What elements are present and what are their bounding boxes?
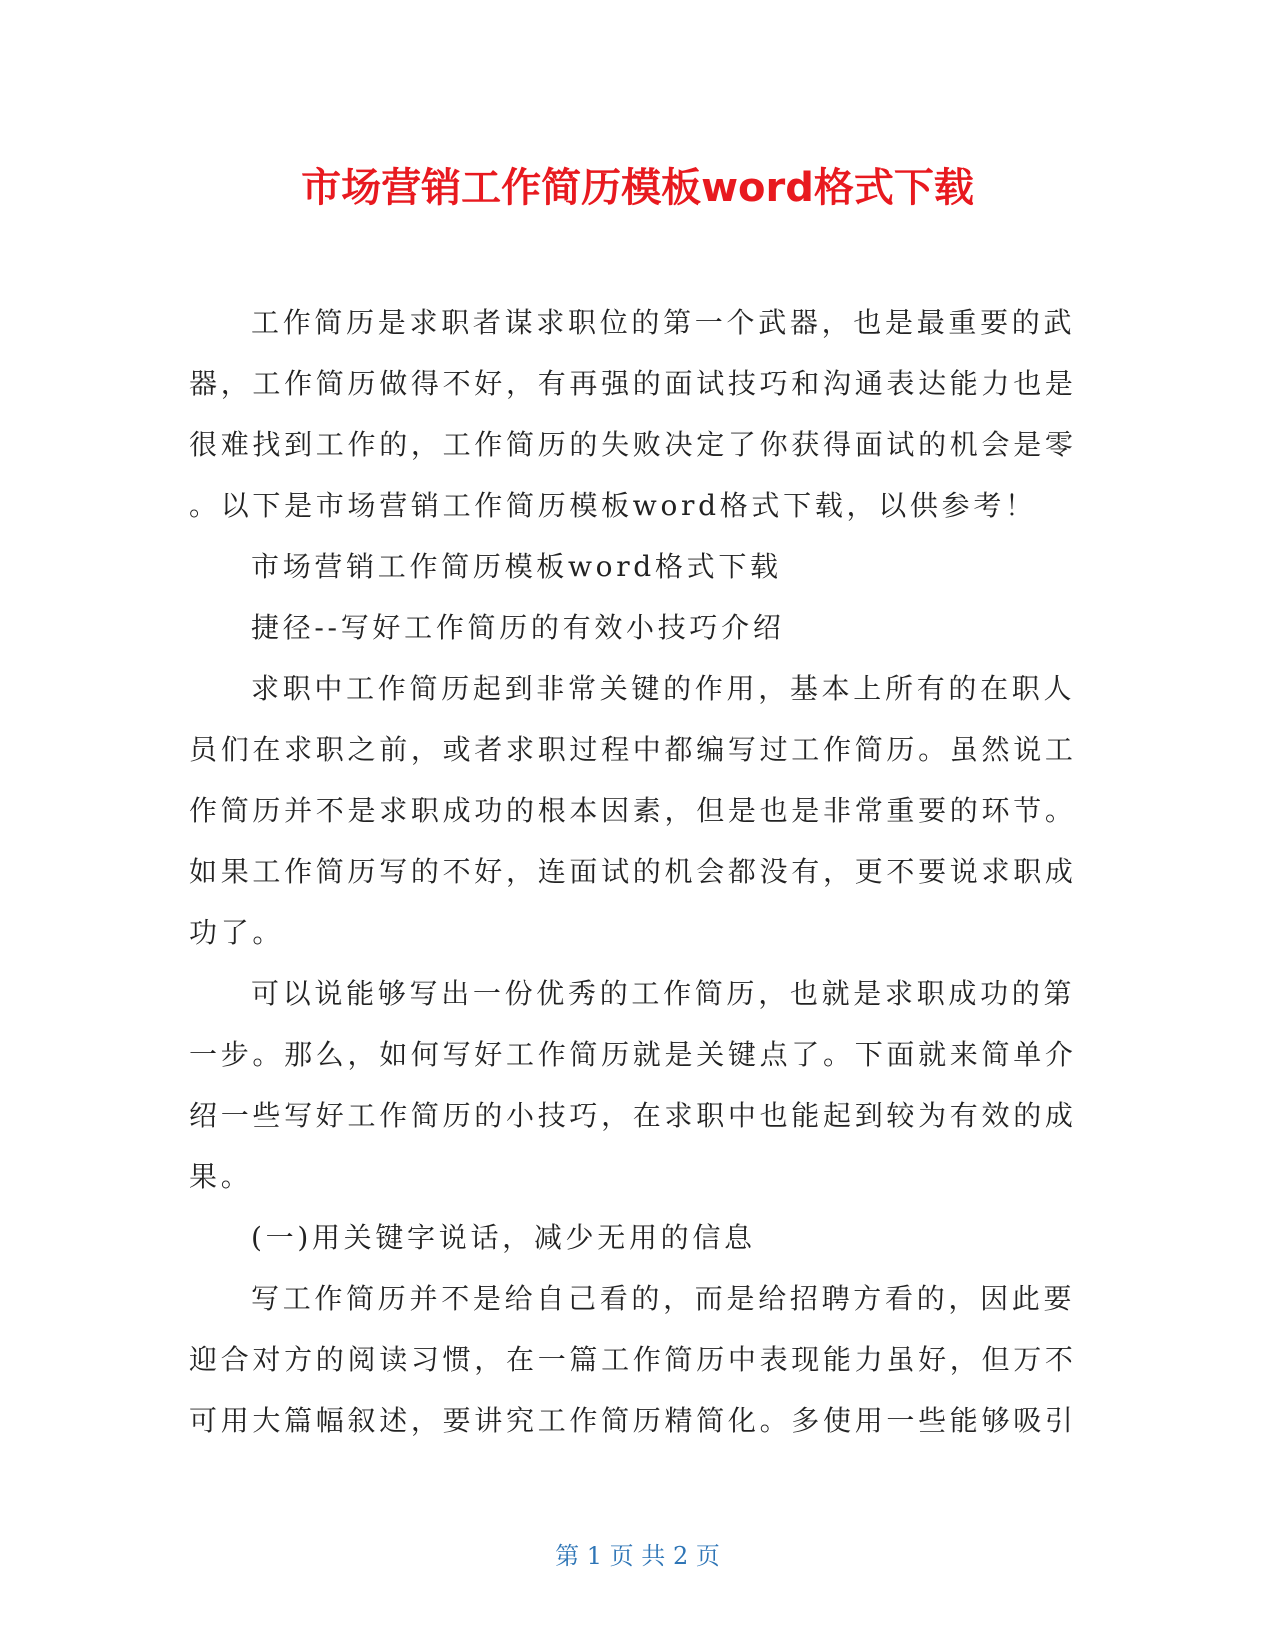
body-line: 功了。: [189, 916, 285, 949]
body-line: 工作简历是求职者谋求职位的第一个武器，也是最重要的武: [251, 306, 1076, 339]
body-line: 求职中工作简历起到非常关键的作用，基本上所有的在职人: [251, 672, 1076, 705]
body-line: 器，工作简历做得不好，有再强的面试技巧和沟通表达能力也是: [189, 367, 1077, 400]
body-line: (一)用关键字说话，减少无用的信息: [251, 1221, 756, 1254]
body-line: 迎合对方的阅读习惯，在一篇工作简历中表现能力虽好，但万不: [189, 1343, 1077, 1376]
body-line: 市场营销工作简历模板word格式下载: [251, 550, 782, 583]
body-line: 员们在求职之前，或者求职过程中都编写过工作简历。虽然说工: [189, 733, 1077, 766]
body-line: 写工作简历并不是给自己看的，而是给招聘方看的，因此要: [251, 1282, 1076, 1315]
body-line: 很难找到工作的，工作简历的失败决定了你获得面试的机会是零: [189, 428, 1077, 461]
document-title: 市场营销工作简历模板word格式下载: [301, 165, 974, 211]
body-line: 可以说能够写出一份优秀的工作简历，也就是求职成功的第: [251, 977, 1076, 1010]
body-line: 如果工作简历写的不好，连面试的机会都没有，更不要说求职成: [189, 855, 1077, 888]
body-line: 一步。那么，如何写好工作简历就是关键点了。下面就来简单介: [189, 1038, 1077, 1071]
body-line: 可用大篇幅叙述，要讲究工作简历精简化。多使用一些能够吸引: [189, 1404, 1077, 1437]
document-body: [189, 292, 1077, 1451]
page-number-footer: 第 1 页 共 2 页: [555, 1542, 720, 1570]
body-line: 果。: [189, 1160, 253, 1193]
body-line: 。以下是市场营销工作简历模板word格式下载，以供参考！: [189, 489, 1037, 522]
body-line: 捷径--写好工作简历的有效小技巧介绍: [251, 611, 785, 644]
body-line: 作简历并不是求职成功的根本因素，但是也是非常重要的环节。: [189, 794, 1077, 827]
body-line: 绍一些写好工作简历的小技巧，在求职中也能起到较为有效的成: [189, 1099, 1077, 1132]
